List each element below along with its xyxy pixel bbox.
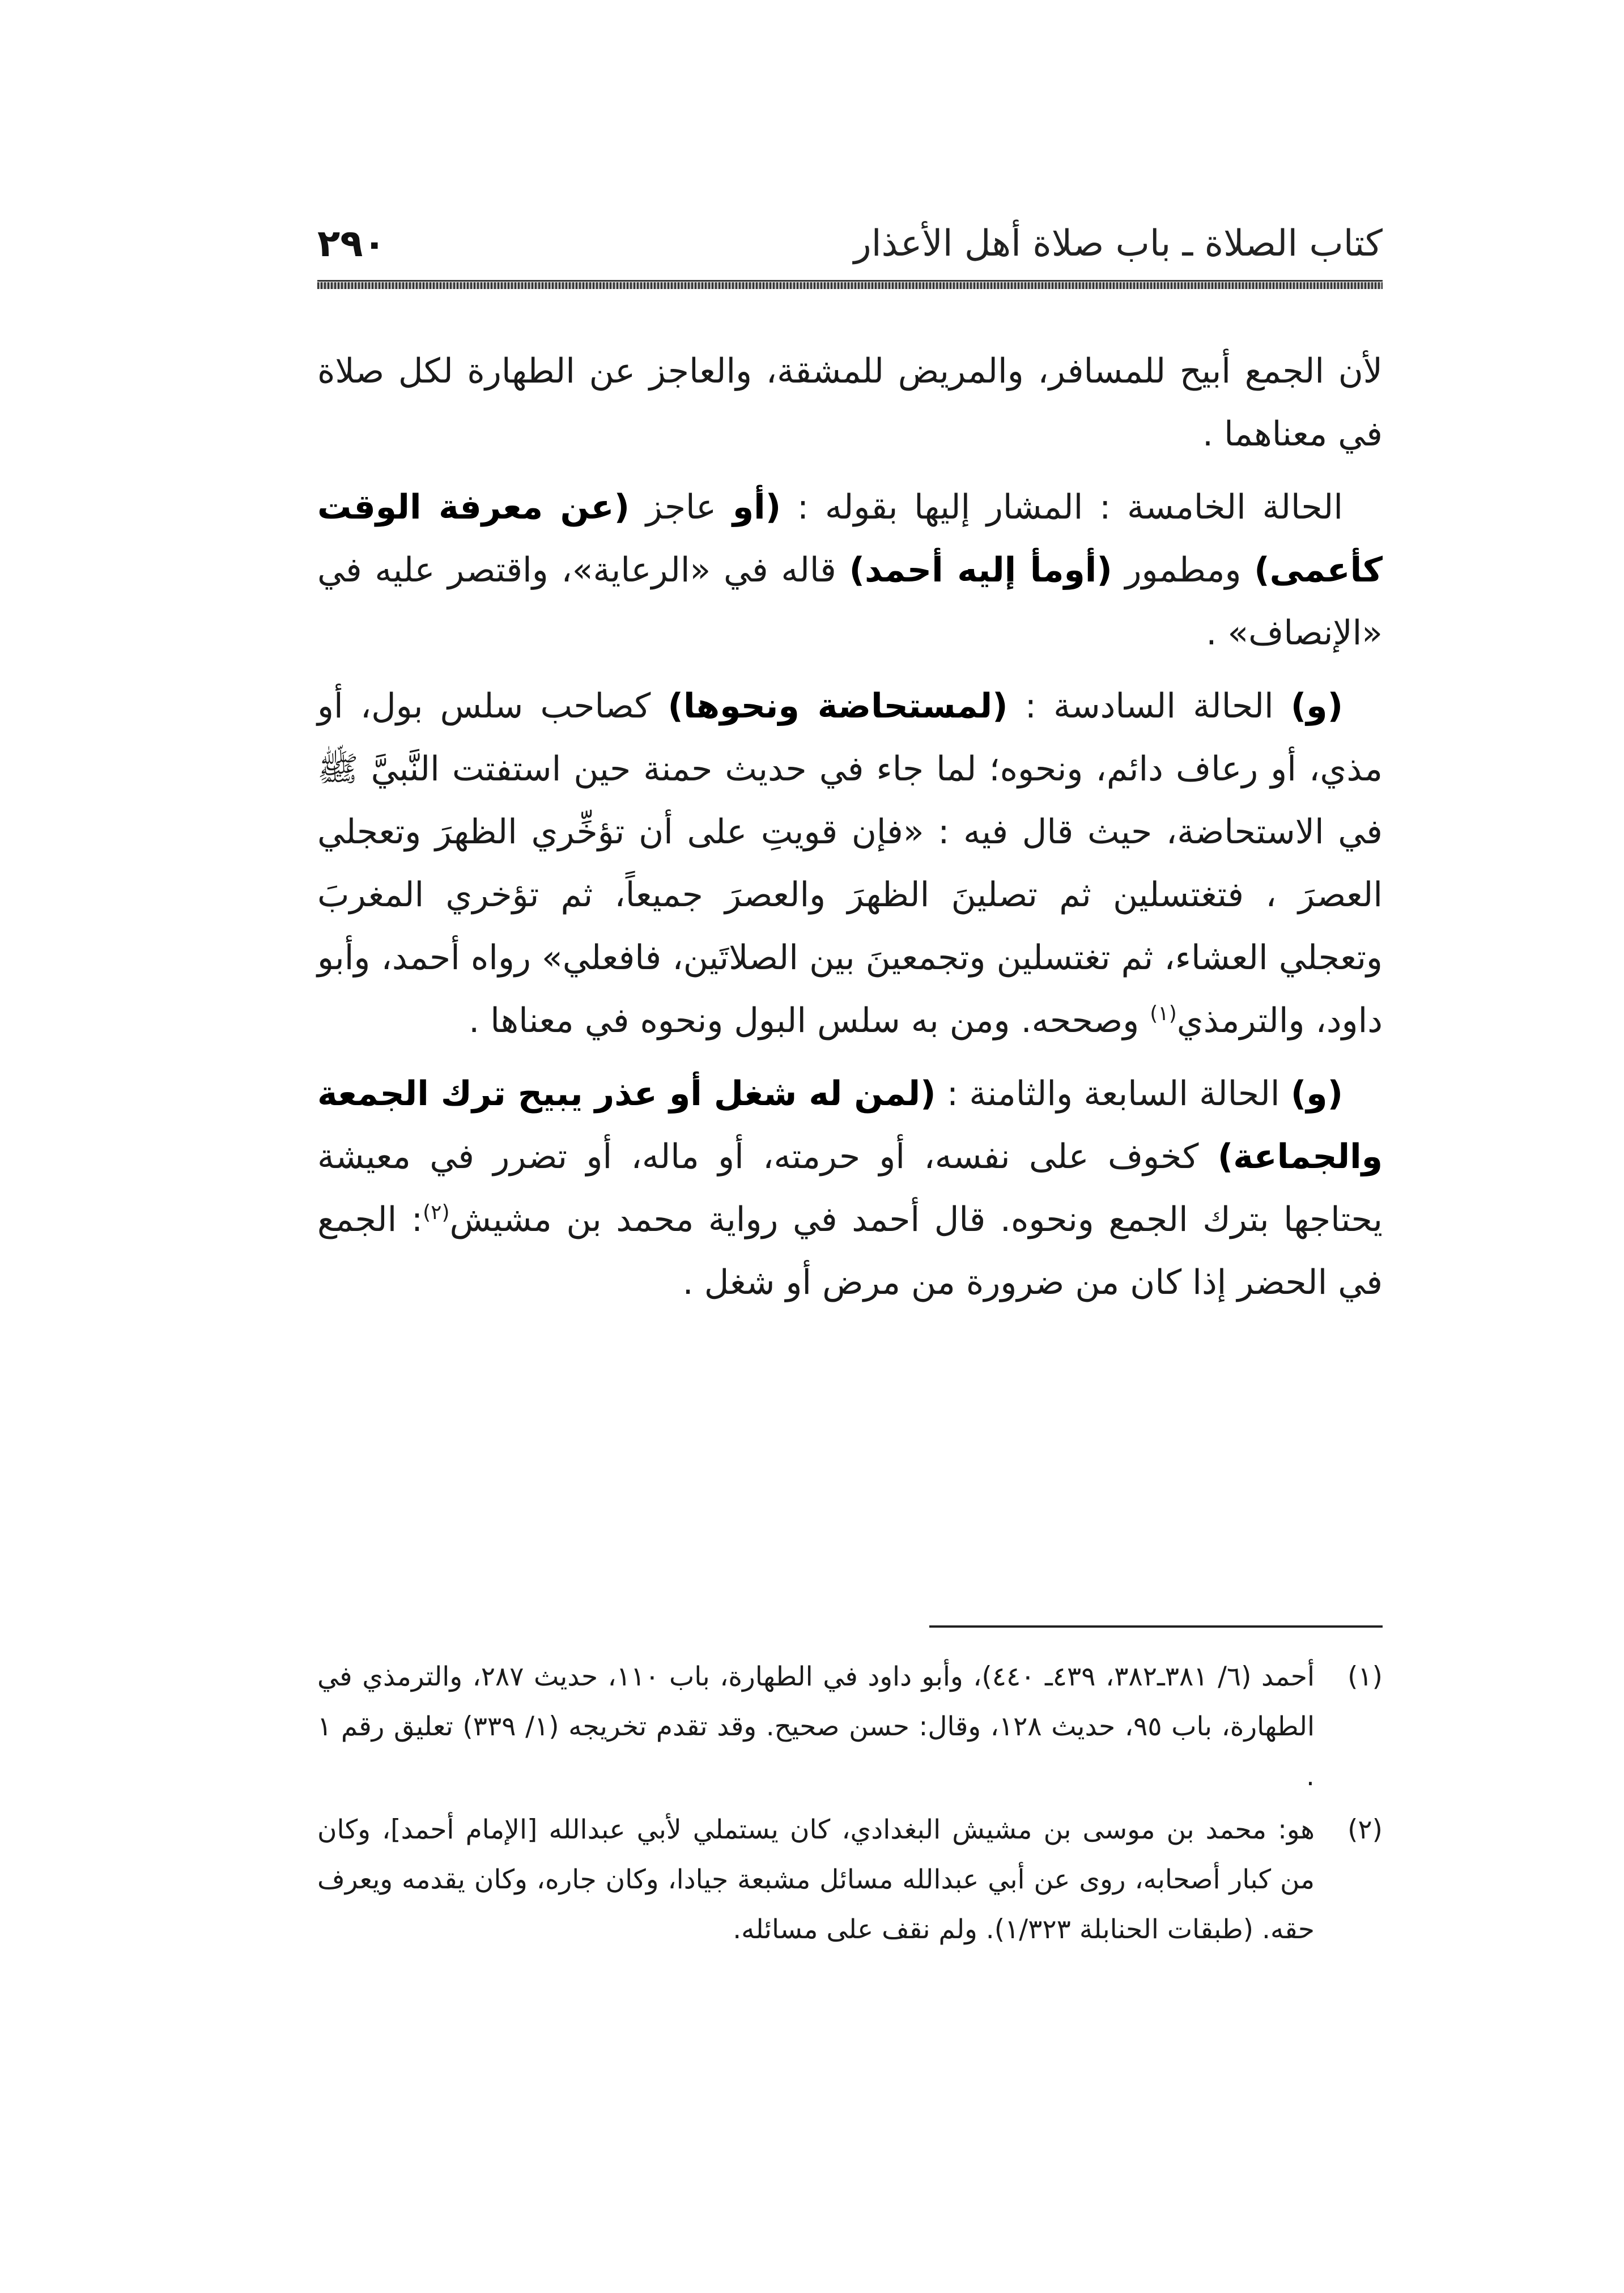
footnote-reference: (٢)	[423, 1201, 450, 1224]
footnotes	[317, 1652, 1383, 1958]
bold-phrase: (و)	[1290, 1074, 1343, 1114]
footnote-reference: (١)	[1150, 1002, 1177, 1025]
paragraph-2	[317, 476, 1383, 665]
header-rule-top	[317, 280, 1383, 282]
text-run: كصاحب سلس بول، أو مذي، أو رعاف دائم، ونحوه؛ لما جاء في حديث حمنة حين استفتت النَّبيَّ ﷺ في الاستحاضة، حيث قال فيه : «فإن قويتِ على أن تؤخِّري الظهرَ وتعجلي العصرَ ، فتغتسلين ثم تصلينَ الظهرَ والعصرَ جميعاً، ثم تؤخري المغربَ وتعجلي العشاء، ثم تغتسلين وتجمعينَ بين الصلاتَين، فافعلي» رواه أحمد، وأبو داود، والترمذي	[317, 686, 1383, 1041]
header-rule	[317, 282, 1383, 289]
page-header	[317, 215, 1383, 283]
running-title: كتاب الصلاة ـ باب صلاة أهل الأعذار	[853, 223, 1383, 265]
footnote-2	[317, 1805, 1383, 1955]
text-run: : الجمع في الحضر إذا كان من ضرورة من مرض أو شغل .	[317, 1200, 1383, 1302]
bold-phrase: (أو	[732, 487, 781, 527]
paragraph-4	[317, 1063, 1383, 1314]
footnote-1	[317, 1652, 1383, 1802]
text-run: ومطمور	[1112, 550, 1255, 590]
body-text	[317, 340, 1383, 1324]
bold-phrase: (عن معرفة الوقت كأعمى)	[317, 487, 1383, 590]
text-run: الحالة السابعة والثامنة :	[936, 1074, 1291, 1114]
footnote-number: (١)	[1347, 1661, 1383, 1692]
text-run: الحالة السادسة :	[1007, 686, 1291, 726]
footnote-separator	[929, 1625, 1383, 1628]
footnote-number: (٢)	[1347, 1814, 1383, 1845]
text-run: وصححه. ومن به سلس البول ونحوه في معناها .	[469, 1001, 1150, 1041]
text-run: عاجز	[630, 487, 733, 527]
bold-phrase: (لمن له شغل أو عذر يبيح ترك الجمعة والجماعة)	[317, 1074, 1383, 1177]
bold-phrase: (أومأ إليه أحمد)	[849, 550, 1112, 590]
bold-phrase: (لمستحاضة ونحوها)	[668, 686, 1008, 726]
paragraph-3	[317, 675, 1383, 1052]
bold-phrase: (و)	[1290, 686, 1343, 726]
page-number: ٢٩٠	[317, 222, 386, 265]
text-run: الحالة الخامسة : المشار إليها بقوله :	[781, 487, 1343, 527]
text-run: لأن الجمع أبيح للمسافر، والمريض للمشقة، والعاجز عن الطهارة لكل صلاة في معناهما .	[317, 351, 1383, 454]
footnote-text: أحمد (٦/ ٣٨١ـ٣٨٢، ٤٣٩ـ ٤٤٠)، وأبو داود في الطهارة، باب ١١٠، حديث ٢٨٧، والترمذي في الطهارة، باب ٩٥، حديث ١٢٨، وقال: حسن صحيح. وقد تقدم تخريجه (١/ ٣٣٩) تعليق رقم ١ .	[317, 1661, 1315, 1792]
footnote-text: هو: محمد بن موسى بن مشيش البغدادي، كان يستملي لأبي عبدالله [الإمام أحمد]، وكان من كبار أصحابه، روى عن أبي عبدالله مسائل مشبعة جيادا، وكان جاره، وكان يقدمه ويعرف حقه. (طبقات الحنابلة ١/٣٢٣). ولم نقف على مسائله.	[317, 1814, 1315, 1945]
paragraph-1	[317, 340, 1383, 466]
text-run: كخوف على نفسه، أو حرمته، أو ماله، أو تضرر في معيشة يحتاجها بترك الجمع ونحوه. قال أحمد في رواية محمد بن مشيش	[317, 1137, 1383, 1239]
text-run: قاله في «الرعاية»، واقتصر عليه في «الإنصاف» .	[317, 550, 1383, 653]
